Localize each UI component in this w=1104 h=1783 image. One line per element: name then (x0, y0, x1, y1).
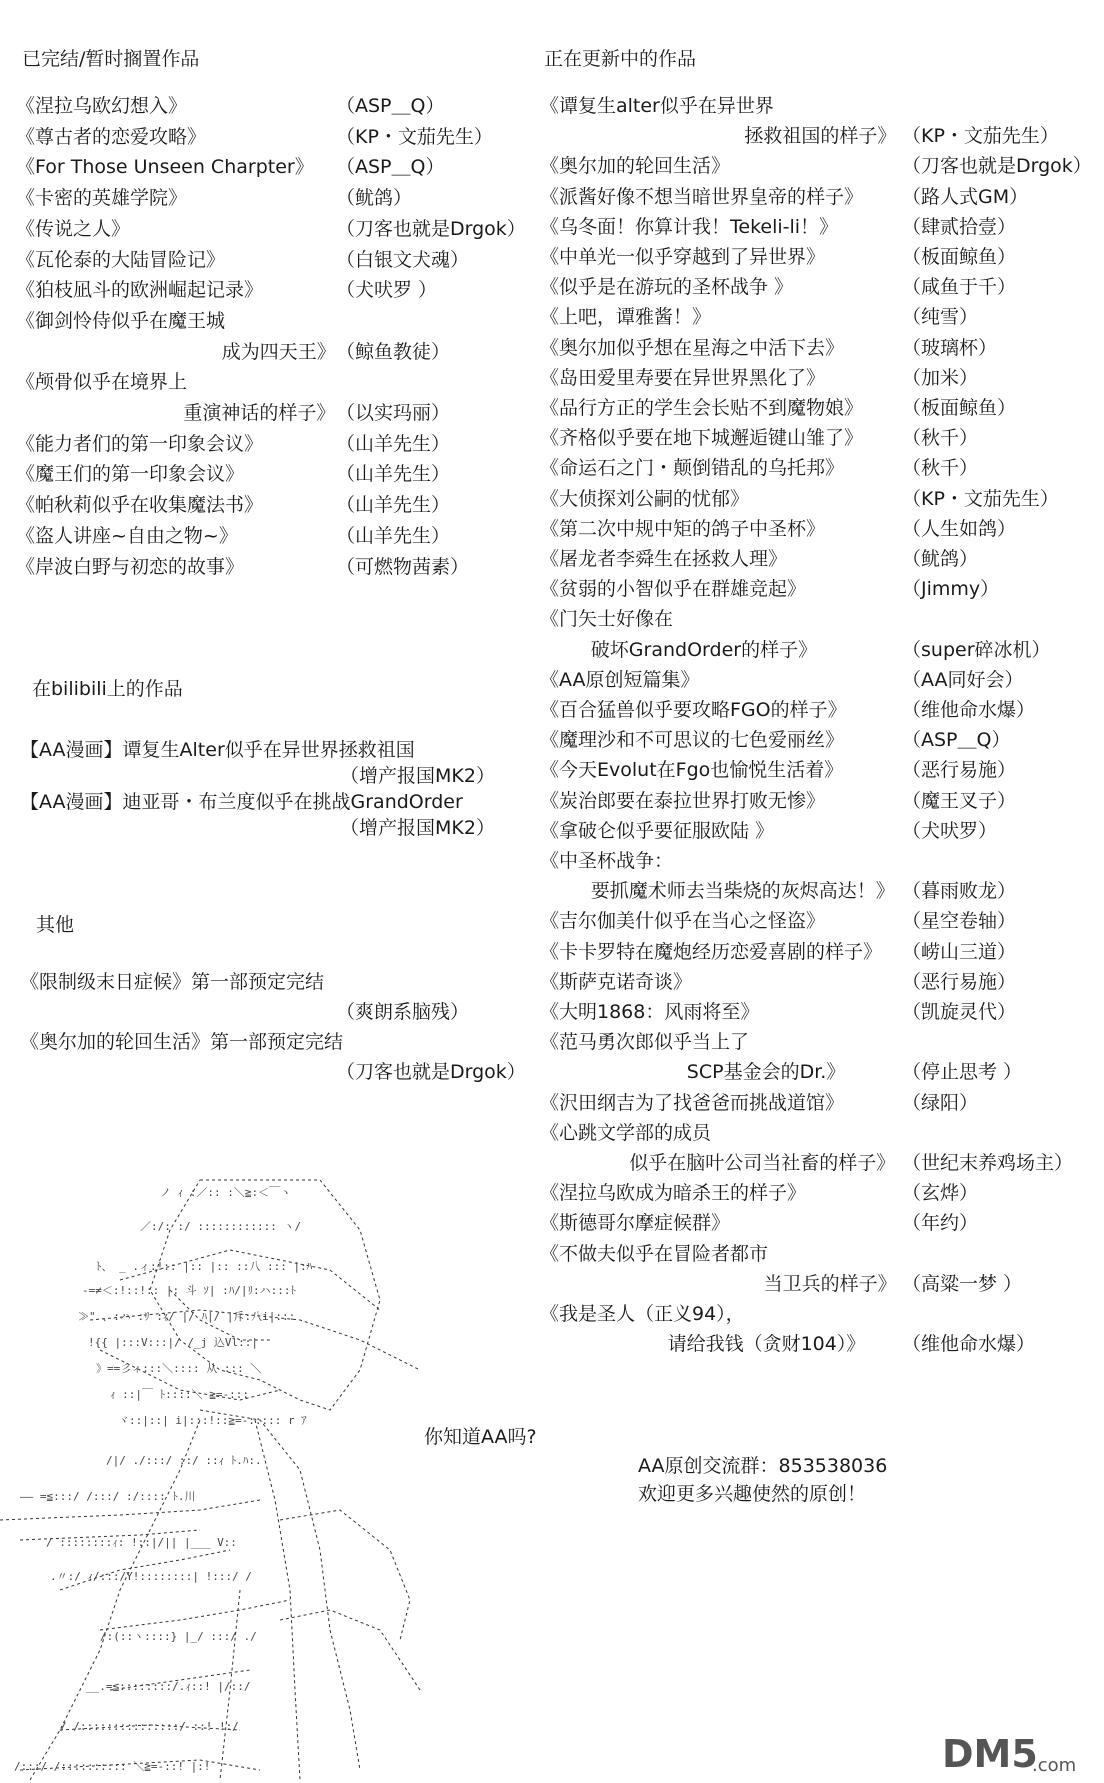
work-author: （年约） (902, 1212, 979, 1235)
work-author: （玄烨） (902, 1182, 979, 1205)
work-title: 《不做夫似乎在冒险者都市 (540, 1242, 769, 1265)
work-author: （刀客也就是Drgok） (336, 217, 526, 240)
work-title: 《瓦伦泰的大陆冒险记》 (16, 248, 226, 271)
work-author: （路人式GM） (902, 185, 1029, 208)
work-title: 《岸波白野与初恋的故事》 (16, 555, 245, 578)
work-title: 《盗人讲座~自由之物~》 (16, 524, 238, 547)
work-author: （肆贰拾壹） (902, 215, 1017, 238)
work-author: （Jimmy） (902, 578, 1000, 601)
work-title: 《拿破仑似乎要征服欧陆 》 (540, 819, 775, 842)
work-author: （板面鲸鱼） (902, 397, 1017, 419)
work-title: 《中单光一似乎穿越到了异世界》 (540, 246, 826, 268)
work-author: （高粱一梦 ） (902, 1272, 1023, 1295)
work-title: 《似乎是在游玩的圣杯战争 》 (540, 276, 794, 299)
work-author: （白银文犬魂） (336, 248, 470, 271)
work-title: 《卡密的英雄学院》 (16, 187, 188, 210)
welcome-text: 欢迎更多兴趣使然的原创！ (638, 1483, 867, 1505)
other-section-title: 其他 (36, 914, 75, 936)
svg-text:-=≠＜:!::!:: |: 斗 ｿ| :ﾊ/|ﾘ:ハ:::: -=≠＜:!::!:: |: 斗 ｿ| :ﾊ/|ﾘ:ハ:::ﾄ (82, 1284, 296, 1297)
work-title: 《传说之人》 (16, 217, 131, 240)
svg-text:/:(::ヽ::::} |_/ :::/ ./: /:(::ヽ::::} |_/ :::/ ./ (100, 1630, 257, 1643)
work-title-cont: 重演神话的样子》 (183, 402, 336, 424)
work-title: 《岛田爱里寿要在异世界黑化了》 (540, 366, 826, 389)
work-author: （山羊先生） (336, 432, 451, 455)
other-work-author: （爽朗系脑残） (336, 1001, 470, 1023)
dm5-logo-text: DM5 (942, 1732, 1038, 1776)
bilibili-work-title: 【AA漫画】迪亚哥・布兰度似乎在挑战GrandOrder (20, 791, 463, 813)
work-title: 《我是圣人（正义94）， (540, 1303, 745, 1325)
other-work-author: （刀客也就是Drgok） (336, 1061, 526, 1083)
svg-text:.〃:/ ｨ/:::/Y!::::::::| !:::/ /: .〃:/ ｨ/:::/Y!::::::::| !:::/ / (50, 1570, 252, 1583)
work-title: 《今天Evolut在Fgo也愉悦生活着》 (540, 759, 844, 782)
svg-text:/ /:::::::::::::::/ ::! !:/: / /:::::::::::::::/ ::! !:/ (60, 1720, 239, 1733)
svg-text:__.=≦::::::::/.ｨ::! |/::/: __.=≦::::::::/.ｨ::! |/::/ (86, 1680, 251, 1693)
work-title: 《炭治郎要在泰拉世界打败无惨》 (540, 789, 826, 812)
speech-bubble-text: 你知道AA吗? (424, 1426, 537, 1448)
svg-text:ｨ ::|￣ ﾄ::::＼ ≧=-:::: ｨ ::|￣ ﾄ::::＼ ≧=-::: (110, 1388, 249, 1401)
work-author: （KP・文茄先生） (336, 125, 493, 148)
work-author: （星空卷轴） (902, 910, 1017, 933)
work-author: （绿阳） (902, 1091, 979, 1114)
svg-text:≫" 、:ハ :ﾘ :ｨ/ |/ ﾊ|/ |斥:八i|:::: ≫" 、:ハ :ﾘ :ｨ/ |/ ﾊ|/ |斥:八i|::: (78, 1310, 296, 1323)
aa-art-illustration (0, 1170, 450, 1783)
work-author: （ASP＿Q） (902, 729, 1011, 752)
work-title-cont: 拯救祖国的样子》 (744, 125, 897, 148)
work-author: （刀客也就是Drgok） (902, 155, 1092, 178)
ongoing-section-title: 正在更新中的作品 (544, 48, 697, 70)
other-work-title: 《奥尔加的轮回生活》第一部预定完结 (20, 1031, 344, 1053)
work-author: （恶行易施） (902, 970, 1017, 993)
dm5-logo-sub: .com (1032, 1755, 1077, 1776)
work-title: 《第二次中规中矩的鸽子中圣杯》 (540, 517, 826, 540)
work-title: 《AA原创短篇集》 (540, 668, 700, 691)
work-author: （纯雪） (902, 306, 979, 329)
work-title: 《范马勇次郎似乎当上了 (540, 1031, 750, 1054)
work-author: （世纪末养鸡场主） (902, 1152, 1074, 1174)
work-title: 《屠龙者李舜生在拯救人理》 (540, 548, 788, 570)
svg-text:／:/: :/ :::::::::::: ヽ/: ／:/: :/ :::::::::::: ヽ/ (140, 1220, 302, 1233)
work-title-cont: 似乎在脑叶公司当社畜的样子》 (629, 1152, 896, 1174)
work-title-cont: 破坏GrandOrder的样子》 (590, 638, 818, 661)
work-title: 《能力者们的第一印象会议》 (16, 432, 264, 455)
work-author: （AA同好会） (902, 668, 1024, 691)
svg-text:/|/ ./:::/ ::/ ::ｨ ﾄ.ﾊ:.: /|/ ./:::/ ::/ ::ｨ ﾄ.ﾊ:. (106, 1454, 262, 1467)
svg-text:!{{ |:::V:::|/ /_j 込Vl::|: !{{ |:::V:::|/ /_j 込Vl::| (88, 1336, 258, 1349)
work-author: （咸鱼于千） (902, 276, 1017, 299)
svg-text:—— =≦:::/ /:::/ :/:::: ﾄ.川: —— =≦:::/ /:::/ :/:::: ﾄ.川 (20, 1490, 196, 1503)
dm5-logo-mark (940, 1729, 1090, 1777)
work-title-cont: 要抓魔术师去当柴烧的灰烬高达！》 (590, 880, 895, 903)
work-title: 《门矢士好像在 (540, 608, 674, 631)
work-title: 《吉尔伽美什似乎在当心之怪盗》 (540, 910, 826, 933)
work-title: 《斯德哥尔摩症候群》 (540, 1212, 731, 1235)
work-title: 《御剑怜侍似乎在魔王城 (16, 309, 226, 332)
work-author: （崂山三道） (902, 940, 1017, 963)
work-author: （KP・文茄先生） (902, 125, 1059, 148)
work-title: 《涅拉乌欧成为暗杀王的样子》 (540, 1182, 807, 1205)
work-title: 《魔理沙和不可思议的七色爱丽丝》 (540, 729, 845, 752)
work-author: （ASP＿Q） (336, 95, 445, 117)
work-title: 《中圣杯战争： (540, 850, 674, 872)
work-title: 《大侦探刘公嗣的忧郁》 (540, 487, 750, 510)
group-number: AA原创交流群：853538036 (638, 1455, 888, 1477)
work-title: 《奥尔加似乎想在星海之中活下去》 (540, 336, 845, 359)
work-author: （恶行易施） (902, 759, 1017, 782)
work-author: （犬吠罗） (902, 819, 998, 842)
work-title-cont: 当卫兵的样子》 (763, 1272, 897, 1295)
work-author: （super碎冰机） (902, 638, 1051, 661)
work-title: 《派酱好像不想当暗世界皇帝的样子》 (540, 185, 864, 208)
work-author: （板面鲸鱼） (902, 246, 1017, 268)
work-title: 《贫弱的小智似乎在群雄竞起》 (540, 578, 807, 601)
work-author: （秋千） (902, 427, 979, 450)
work-author: （鱿鸽） (902, 548, 979, 570)
work-title: 《尊古者的恋爱攻略》 (16, 125, 207, 148)
work-title: 《涅拉乌欧幻想入》 (16, 95, 188, 117)
work-author: （维他命水爆） (902, 699, 1036, 721)
bilibili-work-author: （增产报国MK2） (340, 817, 495, 839)
work-author: （鱿鸽） (336, 187, 413, 210)
work-author: （停止思考 ） (902, 1061, 1023, 1084)
other-work-title: 《限制级末日症候》第一部预定完结 (20, 971, 325, 993)
work-title: 《帕秋莉似乎在收集魔法书》 (16, 494, 264, 517)
work-title: 《狛枝凪斗的欧洲崛起记录》 (16, 279, 264, 302)
work-author: （ASP＿Q） (336, 156, 445, 179)
work-title-cont: SCP基金会的Dr.》 (686, 1061, 846, 1084)
work-author: （犬吠罗 ） (336, 279, 438, 302)
work-author: （秋千） (902, 457, 979, 480)
dm5-logo (940, 1729, 1090, 1777)
bilibili-section-title: 在bilibili上的作品 (32, 678, 183, 700)
work-title: 《品行方正的学生会长贴不到魔物娘》 (540, 397, 864, 419)
bilibili-work-author: （增产报国MK2） (340, 765, 495, 787)
svg-text:ノ ｨ :／:: :＼≧:＜￣ヽ: ノ ｨ :／:: :＼≧:＜￣ヽ (160, 1186, 292, 1199)
svg-text:/:::/ /:::::::::: ＼≧=-::! |:!: /:::/ /:::::::::: ＼≧=-::! |:! (14, 1760, 211, 1773)
work-title: 《谭复生alter似乎在异世界 (540, 95, 774, 117)
work-title: 《大明1868：风雨将至》 (540, 1001, 760, 1023)
work-author: （山羊先生） (336, 494, 451, 517)
work-title: 《上吧，谭雅酱！》 (540, 306, 712, 329)
work-title: 《命运石之门・颠倒错乱的乌托邦》 (540, 457, 845, 480)
work-author: （鲸鱼教徒） (336, 340, 451, 363)
work-author: （暮雨败龙） (902, 880, 1017, 903)
work-title: 《沢田纲吉为了找爸爸而挑战道馆》 (540, 1091, 845, 1114)
svg-text:ヾ::|::| i|:::!::≧=-::::: r ｱ: ヾ::|::| i|:::!::≧=-::::: r ｱ (118, 1414, 307, 1427)
work-author: （以实玛丽） (336, 402, 451, 424)
work-title: 《百合猛兽似乎要攻略FGO的样子》 (540, 699, 847, 721)
work-title: 《齐格似乎要在地下城邂逅键山雏了》 (540, 427, 864, 450)
work-author: （可燃物茜素） (336, 555, 470, 578)
svg-text:ﾄ、 _ .ィ:!:: |:: |:: ::八 ::: |:: ﾄ、 _ .ィ:!:: |:: |:: ::八 ::: |:ﾊ (96, 1260, 313, 1273)
work-author: （山羊先生） (336, 463, 451, 486)
work-title: 《奥尔加的轮回生活》 (540, 155, 731, 178)
work-author: （山羊先生） (336, 524, 451, 547)
work-title: 《斯萨克诺奇谈》 (540, 970, 693, 993)
work-title: 《卡卡罗特在魔炮经历恋爱喜剧的样子》 (540, 940, 883, 963)
work-author: （玻璃杯） (902, 336, 998, 359)
work-title-cont: 请给我钱（贪财104）》 (667, 1333, 866, 1356)
work-title-cont: 成为四天王》 (221, 340, 336, 363)
work-author: （维他命水爆） (902, 1333, 1036, 1356)
work-author: （人生如鸽） (902, 517, 1017, 540)
work-author: （凯旋灵代） (902, 1001, 1017, 1023)
work-author: （KP・文茄先生） (902, 487, 1059, 510)
work-title: 《心跳文学部的成员 (540, 1121, 712, 1144)
work-author: （魔王叉子） (902, 789, 1017, 812)
work-title: 《颅骨似乎在境界上 (16, 371, 188, 394)
work-title: 《For Those Unseen Charpter》 (16, 156, 314, 179)
work-author: （加米） (902, 366, 979, 389)
bilibili-work-title: 【AA漫画】谭复生Alter似乎在异世界拯救祖国 (20, 739, 415, 761)
completed-section-title: 已完结/暂时搁置作品 (22, 48, 200, 70)
work-title: 《魔王们的第一印象会议》 (16, 463, 245, 486)
svg-text:/ ::::::::ｨ: !::|/|| |___ V::: / ::::::::ｨ: !::|/|| |___ V:: (46, 1536, 237, 1549)
svg-text:》==彡ィ:::＼:::: 从 ::: ＼: 》==彡ィ:::＼:::: 从 ::: ＼ (96, 1362, 262, 1375)
work-title: 《乌冬面！你算计我！Tekeli-li！》 (540, 215, 839, 238)
